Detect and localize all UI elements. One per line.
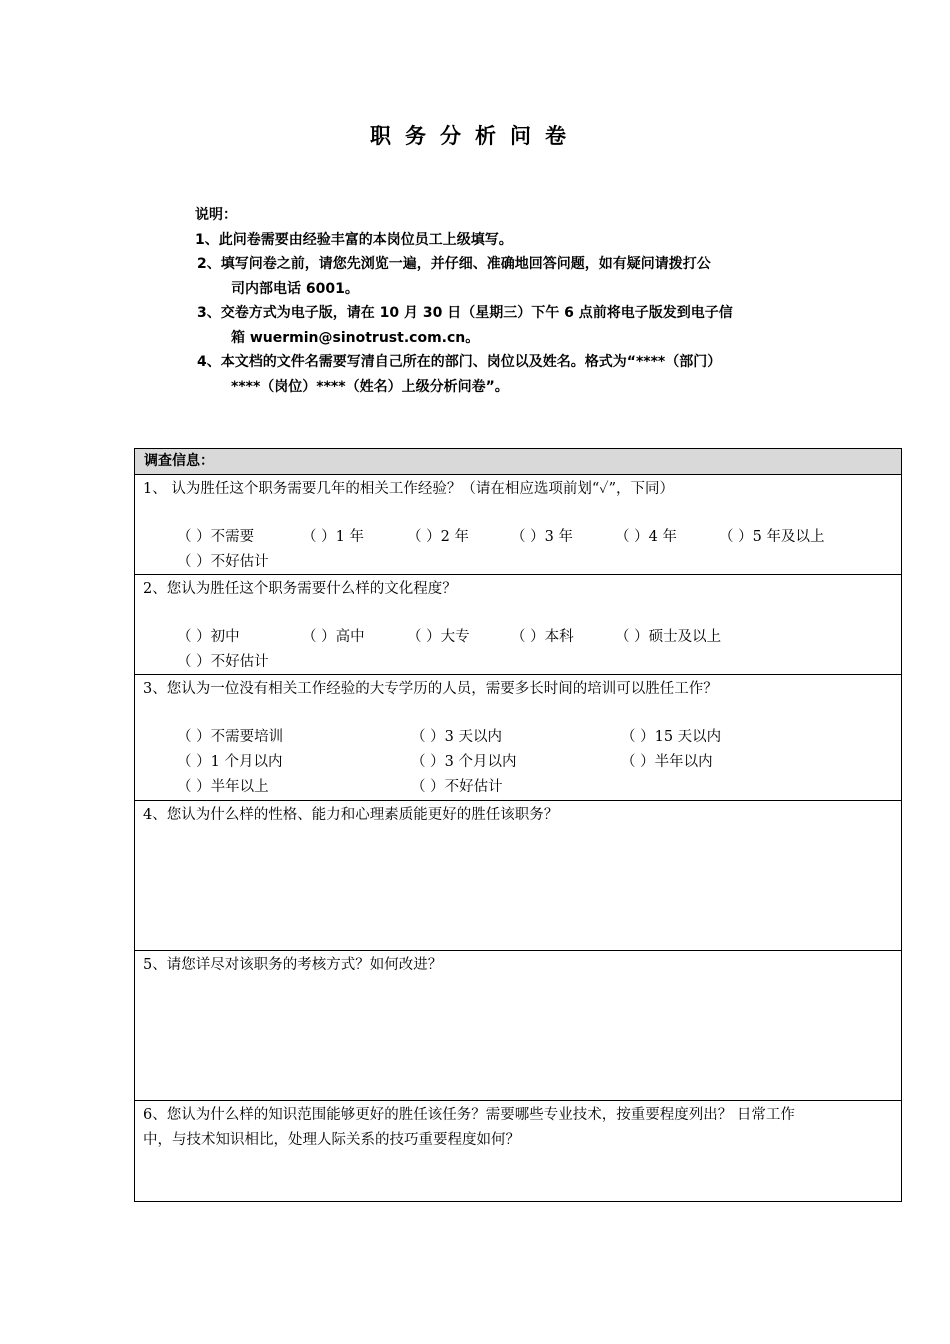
q3-option-3-days[interactable]: （ ）3 天以内: [411, 729, 502, 745]
q2-option-bachelor[interactable]: （ ）本科: [511, 629, 574, 645]
question-1-section: [135, 475, 901, 575]
instruction-2-line2: 司内部电话 6001。: [231, 280, 359, 297]
q1-option-1yr[interactable]: （ ）1 年: [302, 529, 364, 545]
q1-option-3yr[interactable]: （ ）3 年: [511, 529, 573, 545]
question-4-text: 4、您认为什么样的性格、能力和心理素质能更好的胜任该职务？: [143, 807, 559, 823]
question-2-section: [135, 575, 901, 675]
q1-option-unknown[interactable]: （ ）不好估计: [177, 554, 269, 570]
instruction-4-line1: 4、本文档的文件名需要写清自己所在的部门、岗位以及姓名。格式为“****（部门）: [197, 354, 722, 370]
q2-option-unknown[interactable]: （ ）不好估计: [177, 654, 269, 670]
q1-option-4yr[interactable]: （ ）4 年: [615, 529, 677, 545]
q1-option-2yr[interactable]: （ ）2 年: [407, 529, 469, 545]
instruction-3-line2: 箱 wuermin@sinotrust.com.cn。: [231, 329, 480, 346]
question-3-section: [135, 675, 901, 801]
question-3-text: 3、您认为一位没有相关工作经验的大专学历的人员，需要多长时间的培训可以胜任工作？: [143, 681, 718, 697]
question-4-section[interactable]: [135, 801, 901, 951]
q3-option-3-months[interactable]: （ ）3 个月以内: [411, 754, 517, 770]
q3-option-no-training[interactable]: （ ）不需要培训: [177, 729, 284, 745]
question-5-section[interactable]: [135, 951, 901, 1101]
question-6-text-line2: 中，与技术知识相比，处理人际关系的技巧重要程度如何？: [143, 1132, 520, 1148]
q2-option-junior-high[interactable]: （ ）初中: [177, 629, 240, 645]
instruction-2-line1: 2、填写问卷之前，请您先浏览一遍，并仔细、准确地回答问题，如有疑问请拨打公: [197, 256, 711, 272]
question-1-text: 1、 认为胜任这个职务需要几年的相关工作经验？（请在相应选项前划“✓”，下同）: [143, 481, 675, 497]
instruction-4-line2: ****（岗位）****（姓名）上级分析问卷”。: [231, 378, 509, 395]
q2-option-high-school[interactable]: （ ）高中: [302, 629, 365, 645]
instructions-heading: 说明：: [195, 207, 237, 223]
question-6-text-line1: 6、您认为什么样的知识范围能够更好的胜任该任务？需要哪些专业技术，按重要程度列出？ 日常工作: [143, 1107, 795, 1123]
instruction-3-line1: 3、交卷方式为电子版，请在 10 月 30 日（星期三）下午 6 点前将电子版发到电子信: [197, 305, 733, 321]
survey-table: [134, 448, 902, 1202]
question-5-text: 5、请您详尽对该职务的考核方式？如何改进？: [143, 957, 443, 973]
q3-option-1-month[interactable]: （ ）1 个月以内: [177, 754, 283, 770]
question-2-text: 2、您认为胜任这个职务需要什么样的文化程度？: [143, 581, 457, 597]
question-6-section[interactable]: [135, 1101, 901, 1201]
instructions: [195, 203, 835, 399]
page-title: 职务分析问卷: [370, 124, 580, 148]
q1-option-5yr-plus[interactable]: （ ）5 年及以上: [719, 529, 825, 545]
q3-option-unknown[interactable]: （ ）不好估计: [411, 779, 503, 795]
survey-header: 调查信息：: [135, 449, 901, 475]
instruction-1: 1、此问卷需要由经验丰富的本岗位员工上级填写。: [195, 231, 513, 248]
q3-option-half-year[interactable]: （ ）半年以内: [621, 754, 713, 770]
q1-option-none[interactable]: （ ）不需要: [177, 529, 255, 545]
q2-option-college[interactable]: （ ）大专: [407, 629, 470, 645]
q2-option-master-plus[interactable]: （ ）硕士及以上: [615, 629, 722, 645]
q3-option-15-days[interactable]: （ ）15 天以内: [621, 729, 722, 745]
q3-option-over-half-year[interactable]: （ ）半年以上: [177, 779, 269, 795]
